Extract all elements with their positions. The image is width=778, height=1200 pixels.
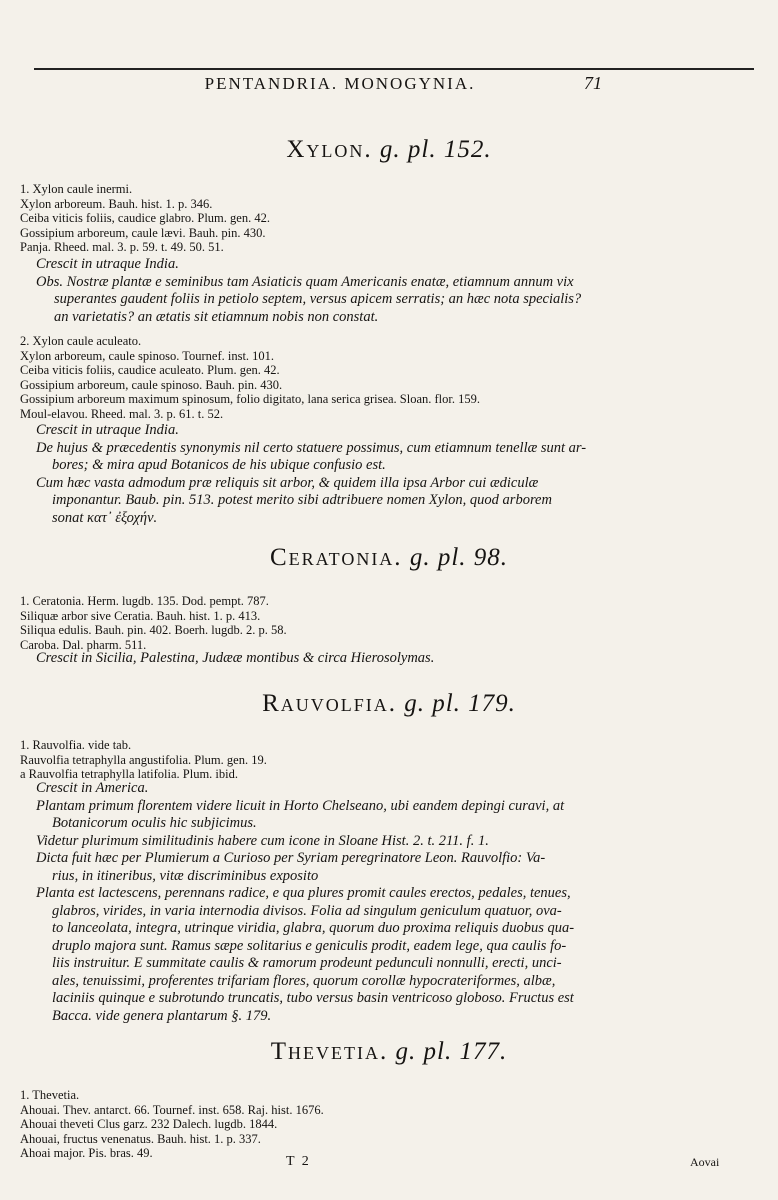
genus-heading-thevetia [0,1038,778,1066]
running-head: PENTANDRIA. MONOGYNIA. [204,74,476,93]
note-line: Videtur plurimum similitudinis habere cum icone in Sloane Hist. 2. t. 211. f. 1. [36,832,489,849]
habitat-line: Crescit in Sicilia, Palestina, Judææ montibus & circa Hierosolymas. [36,650,435,666]
synonym-line: Ceiba viticis foliis, caudice glabro. Plum. gen. 42. [20,211,270,225]
note-line: Plantam primum florentem videre licuit in Horto Chelseano, ubi eandem depingi curavi, at [36,797,565,814]
rauvolfia-notes [36,780,574,1025]
note-line: ales, tenuissimi, proferentes trifariam flores, quorum corollæ hypocrateriformes, albæ, [52,972,556,989]
habitat-line: Crescit in America. [36,780,149,796]
synonym-line: Panja. Rheed. mal. 3. p. 59. t. 49. 50. 51. [20,240,224,254]
note-line: rius, in itineribus, vitæ discriminibus exposito [52,867,319,884]
synonym-line: Ahoai major. Pis. bras. 49. [20,1146,153,1160]
species-entry-xylon-1 [20,182,760,255]
synonym-line: Ahouai, fructus venenatus. Bauh. hist. 1. p. 337. [20,1131,261,1146]
header-rule [34,68,754,70]
synonym-line: Siliqua edulis. Bauh. pin. 402. Boerh. lugdb. 2. p. 58. [20,623,287,637]
genus-heading-rauvolfia [0,690,778,718]
synonym-line: Caroba. Dal. pharm. 511. [20,637,147,652]
observation-line: Obs. Nostræ plantæ e seminibus tam Asiaticis quam Americanis enatæ, etiamnum annum vix [36,273,574,290]
genus-reference: g. pl. 177. [395,1038,508,1065]
ceratonia-notes [36,650,434,668]
genus-name: Thevetia. [270,1038,389,1065]
catchword: Aovai [690,1155,720,1169]
note-line: Cum hæc vasta admodum præ reliquis sit arbor, & quidem illa ipsa Arbor cui ædiculæ [36,474,539,491]
synonym-line: Xylon arboreum, caule spinoso. Tournef. inst. 101. [20,348,275,363]
genus-name: Ceratonia. [269,544,403,571]
note-line: glabros, virides, in varia internodia divisos. Folia ad singulum geniculum quatuor, ova- [52,902,562,919]
synonym-line: Rauvolfia tetraphylla angustifolia. Plum. gen. 19. [20,752,267,767]
note-line: bores; & mira apud Botanicos de his ubique confusio est. [52,457,386,473]
observation-line: superantes gaudent foliis in petiolo septem, versus apicem serratis; an hæc nota specialis? [54,291,582,307]
habitat-line: Crescit in utraque India. [36,422,179,438]
synonym-line: Moul-elavou. Rheed. mal. 3. p. 61. t. 52. [20,406,224,421]
note-line: laciniis quinque e subrotundo truncatis, tubo versus basin ventricoso globoso. Fructus est [52,990,574,1006]
xylon-2-notes [36,422,586,527]
genus-name: Rauvolfia. [262,690,397,717]
synonym-line: Siliquæ arbor sive Ceratia. Bauh. hist. 1. p. 413. [20,608,261,623]
genus-name: Xylon. [286,136,373,163]
note-line: liis instruitur. E summitate caulis & ramorum prodeunt pedunculi nonnulli, erecti, unci- [52,955,562,971]
genus-reference: g. pl. 98. [409,544,509,571]
species-lead: 1. Rauvolfia. vide tab. [20,738,132,752]
species-lead: 2. Xylon caule aculeato. [20,334,142,348]
synonym-line: Gossipium arboreum maximum spinosum, folio digitato, lana serica grisea. Sloan. flor. 159. [20,392,480,406]
species-entry-thevetia-1 [20,1088,760,1161]
synonym-line: a Rauvolfia tetraphylla latifolia. Plum. ibid. [20,767,239,781]
note-line: Botanicorum oculis hic subjicimus. [52,815,257,831]
synonym-line: Gossipium arboreum, caule lævi. Bauh. pin. 430. [20,225,266,240]
note-line: sonat κατ᾽ ἐξοχήν. [52,509,158,526]
page-number: 71 [584,73,602,93]
observation-line: an varietatis? an ætatis sit etiamnum nobis non constat. [54,308,379,325]
synonym-line: Ahouai. Thev. antarct. 66. Tournef. inst. 658. Raj. hist. 1676. [20,1102,324,1117]
note-line: druplo majora sunt. Ramus sæpe solitarius e geniculis prodit, eadem lege, qua caulis fo- [52,937,567,954]
note-line: De hujus & præcedentis synonymis nil certo statuere possimus, cum etiamnum tenellæ sunt ar- [36,439,587,456]
note-line: to lanceolata, integra, utrinque viridia, glabra, quorum duo proxima reliquis duobus qua- [52,920,575,936]
synonym-line: Ceiba viticis foliis, caudice aculeato. Plum. gen. 42. [20,363,280,377]
genus-heading-xylon [0,136,778,164]
note-line: Bacca. vide genera plantarum §. 179. [52,1007,272,1024]
genus-heading-ceratonia [0,544,778,572]
genus-reference: g. pl. 152. [379,136,492,163]
species-entry-ceratonia-1 [20,594,760,652]
species-lead: 1. Ceratonia. Herm. lugdb. 135. Dod. pempt. 787. [20,594,269,608]
habitat-line: Crescit in utraque India. [36,256,179,272]
signature-mark: T 2 [286,1154,311,1169]
note-line: imponantur. Baub. pin. 513. potest merito sibi adtribuere nomen Xylon, quod arborem [52,492,552,508]
species-lead: 1. Thevetia. [20,1088,80,1102]
genus-reference: g. pl. 179. [404,690,516,717]
species-lead: 1. Xylon caule inermi. [20,182,133,196]
synonym-line: Ahouai theveti Clus garz. 232 Dalech. lugdb. 1844. [20,1117,278,1131]
species-entry-rauvolfia-1 [20,738,760,782]
synonym-line: Xylon arboreum. Bauh. hist. 1. p. 346. [20,196,213,211]
note-line: Planta est lactescens, perennans radice, e qua plures promit caules erectos, pedales, tenues, [36,885,571,901]
note-line: Dicta fuit hæc per Plumierum a Curioso per Syriam peregrinatore Leon. Rauvolfio: Va- [36,850,546,866]
xylon-1-notes [36,256,581,326]
species-entry-xylon-2 [20,334,760,421]
synonym-line: Gossipium arboreum, caule spinoso. Bauh. pin. 430. [20,377,283,392]
